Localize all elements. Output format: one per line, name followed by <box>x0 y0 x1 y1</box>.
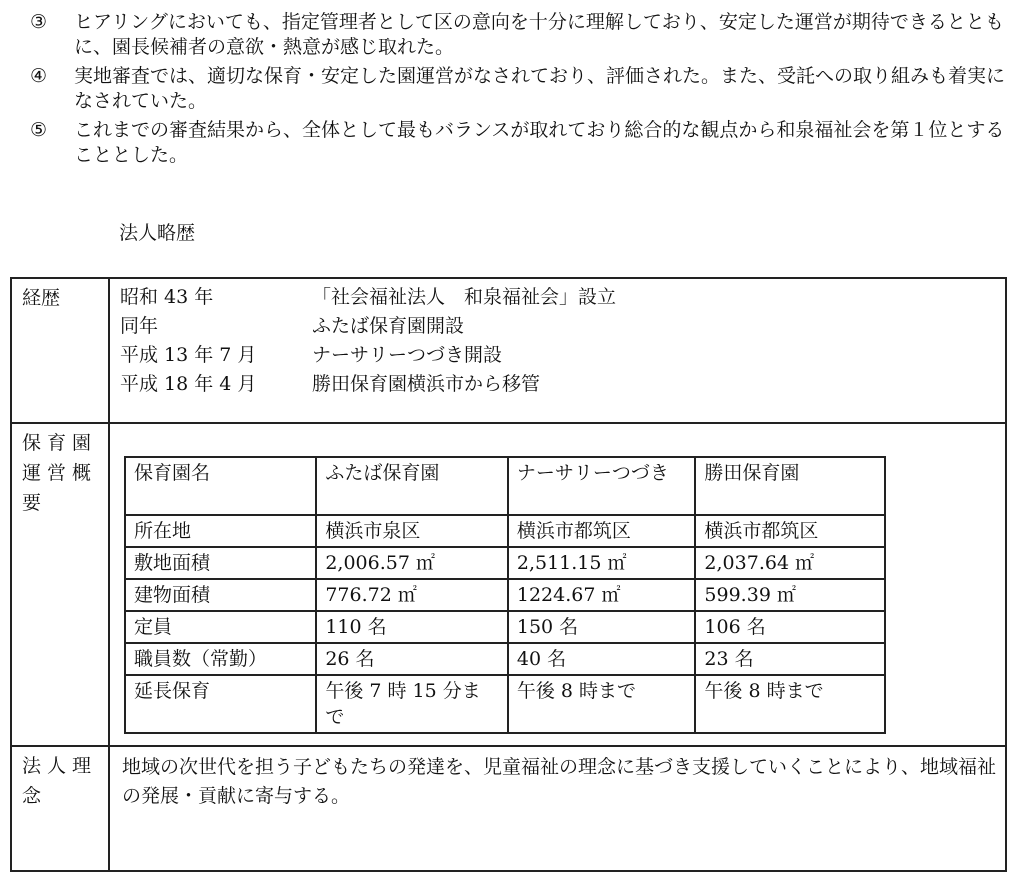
philosophy-text: 地域の次世代を担う子どもたちの発達を、児童福祉の理念に基づき支援していくことにより、地域福祉の発展・貢献に寄与する。 <box>122 756 997 807</box>
item-text: これまでの審査結果から、全体として最もバランスが取れており総合的な観点から和泉福祉会を第１位とすることとした。 <box>74 119 1005 166</box>
table-cell: 午後 8 時まで <box>508 675 696 733</box>
table-row <box>125 643 885 675</box>
table-cell: 建物面積 <box>125 579 316 611</box>
table-cell: 40 名 <box>508 643 696 675</box>
operations-row <box>12 424 1005 747</box>
table-cell: 1224.67 ㎡ <box>508 579 696 611</box>
table-cell: ふたば保育園 <box>316 457 508 515</box>
table-row <box>125 579 885 611</box>
finding-item <box>30 10 1005 60</box>
table-cell: 定員 <box>125 611 316 643</box>
nursery-table <box>124 456 886 734</box>
table-cell: 敷地面積 <box>125 547 316 579</box>
history-event: 「社会福祉法人 和泉福祉会」設立 <box>312 286 617 308</box>
history-date: 昭和 43 年 <box>120 286 214 308</box>
table-cell: 599.39 ㎡ <box>695 579 885 611</box>
history-date: 平成 13 年 7 月 <box>120 344 257 366</box>
table-cell: 2,511.15 ㎡ <box>508 547 696 579</box>
history-event: ふたば保育園開設 <box>312 315 465 337</box>
corporate-profile-table <box>10 277 1007 872</box>
item-number: ③ <box>30 11 48 33</box>
table-cell: 23 名 <box>695 643 885 675</box>
table-cell: 2,006.57 ㎡ <box>316 547 508 579</box>
table-row <box>125 547 885 579</box>
operations-label: 保育園運営概要 <box>12 424 110 745</box>
operations-body <box>110 424 1005 745</box>
table-row <box>125 515 885 547</box>
philosophy-body <box>110 747 1005 870</box>
history-entry <box>120 341 616 370</box>
history-event: 勝田保育園横浜市から移管 <box>312 373 541 395</box>
history-event: ナーサリーつづき開設 <box>312 344 503 366</box>
history-list <box>120 283 616 399</box>
finding-item <box>30 118 1005 168</box>
philosophy-label: 法人理念 <box>12 747 110 870</box>
table-cell: 150 名 <box>508 611 696 643</box>
finding-item <box>30 64 1005 114</box>
history-entry <box>120 312 616 341</box>
table-cell: 職員数（常勤） <box>125 643 316 675</box>
history-date: 平成 18 年 4 月 <box>120 373 257 395</box>
item-number: ④ <box>30 65 48 87</box>
table-cell: ナーサリーつづき <box>508 457 696 515</box>
table-row <box>125 611 885 643</box>
item-text: ヒアリングにおいても、指定管理者として区の意向を十分に理解しており、安定した運営が期待できるとともに、園長候補者の意欲・熱意が感じ取れた。 <box>74 11 1004 58</box>
table-cell: 2,037.64 ㎡ <box>695 547 885 579</box>
table-cell: 保育園名 <box>125 457 316 515</box>
table-cell: 午後 8 時まで <box>695 675 885 733</box>
table-cell: 110 名 <box>316 611 508 643</box>
philosophy-row <box>12 747 1005 870</box>
history-label: 経歴 <box>12 279 110 422</box>
table-cell: 横浜市都筑区 <box>508 515 696 547</box>
table-cell: 776.72 ㎡ <box>316 579 508 611</box>
table-cell: 午後 7 時 15 分まで <box>316 675 508 733</box>
table-cell: 横浜市都筑区 <box>695 515 885 547</box>
history-row <box>12 279 1005 424</box>
table-cell: 横浜市泉区 <box>316 515 508 547</box>
history-entry <box>120 370 616 399</box>
table-cell: 延長保育 <box>125 675 316 733</box>
item-number: ⑤ <box>30 119 48 141</box>
history-date: 同年 <box>120 315 159 337</box>
table-cell: 106 名 <box>695 611 885 643</box>
table-row <box>125 675 885 733</box>
table-cell: 所在地 <box>125 515 316 547</box>
numbered-findings <box>30 10 1005 172</box>
table-cell: 勝田保育園 <box>695 457 885 515</box>
table-row <box>125 457 885 515</box>
table-cell: 26 名 <box>316 643 508 675</box>
history-entry <box>120 283 616 312</box>
item-text: 実地審査では、適切な保育・安定した園運営がなされており、評価された。また、受託への取り組みも着実になされていた。 <box>74 65 1006 112</box>
section-heading: 法人略歴 <box>119 222 196 244</box>
history-body <box>110 279 1005 422</box>
